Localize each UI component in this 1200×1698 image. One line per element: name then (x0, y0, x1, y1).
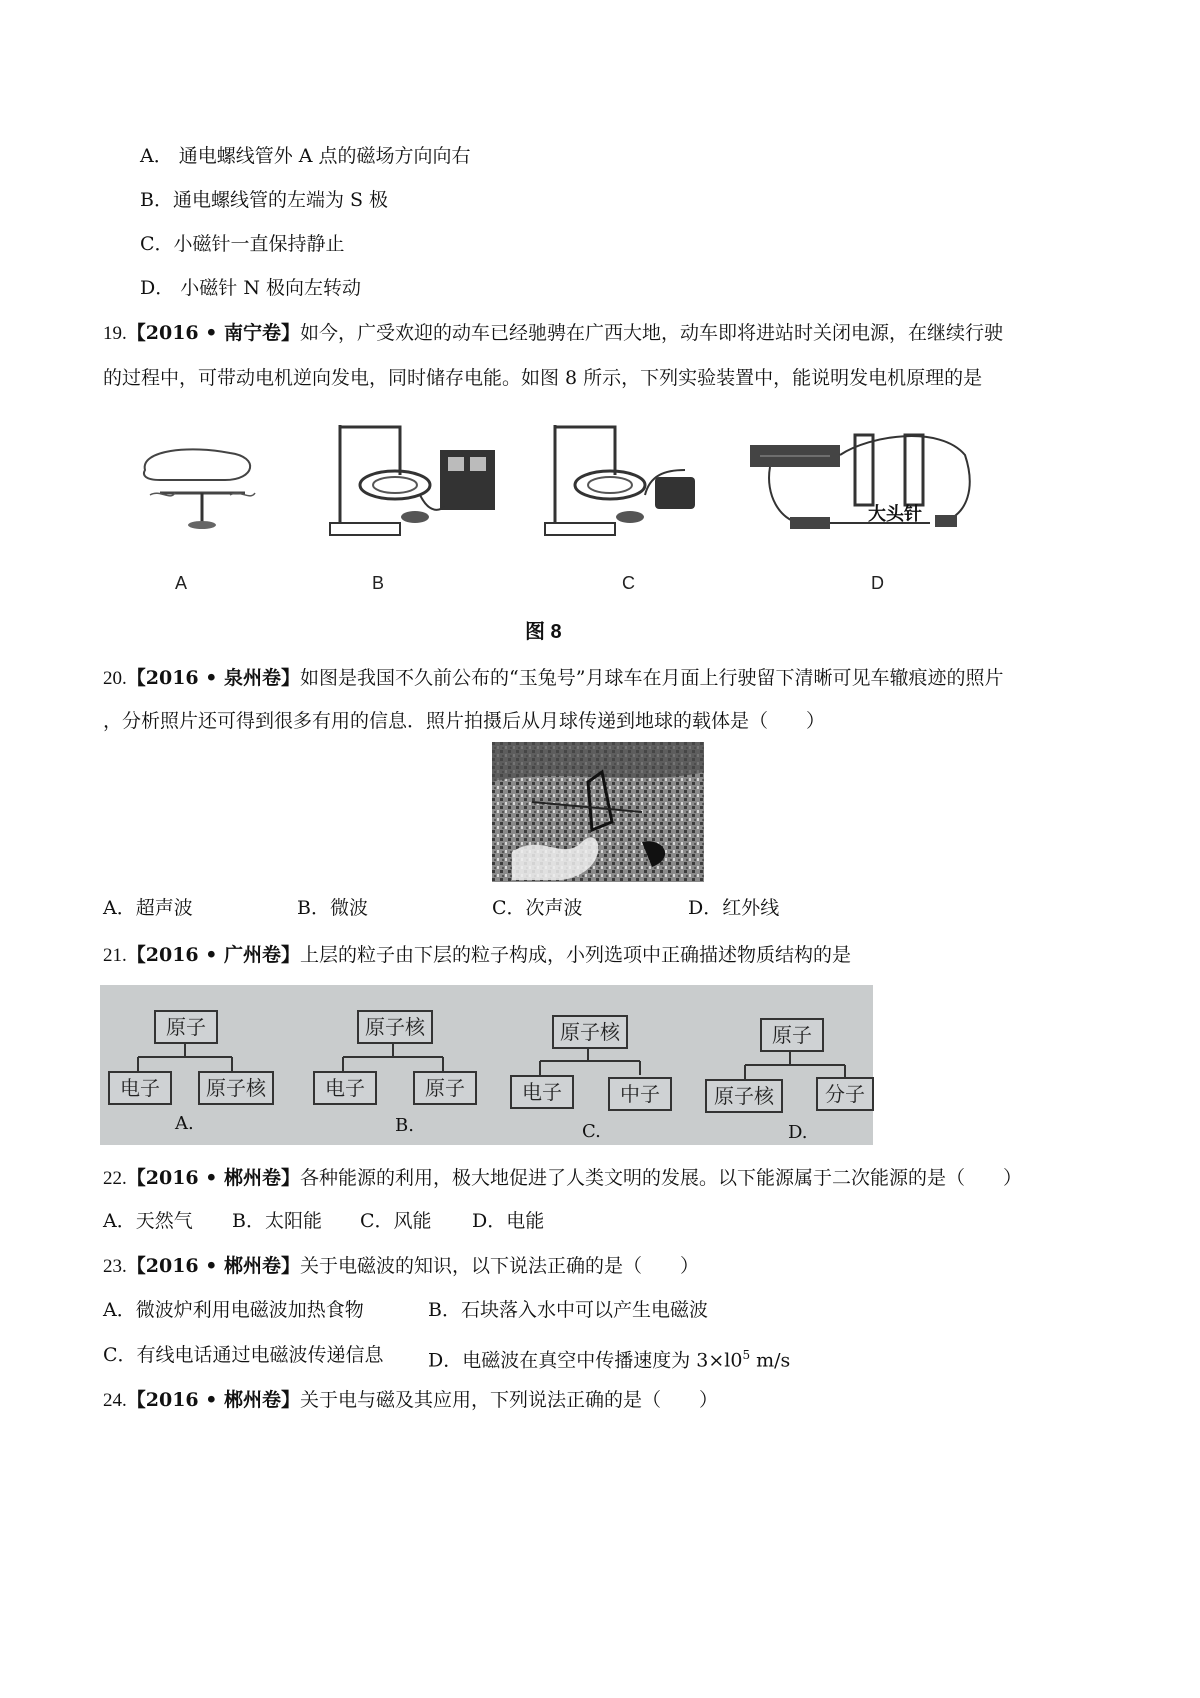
figure-8-apparatus-c (535, 415, 725, 545)
diagram-a-right: 原子核 (198, 1071, 274, 1105)
q19-number: 19. (103, 323, 127, 344)
structure-diagram-d (700, 985, 873, 1145)
q23-option-a: A．微波炉利用电磁波加热食物 (103, 1299, 364, 1321)
diagram-a-connectors (100, 985, 290, 1145)
q23-option-d-exponent: 5 (742, 1348, 751, 1362)
q18-option-d: D． 小磁针 N 极向左转动 (140, 277, 361, 299)
q22-source-tag: 【2016 • 郴州卷】 (126, 1167, 301, 1189)
diagram-b-left: 电子 (313, 1071, 377, 1105)
q18-option-b: B．通电螺线管的左端为 S 极 (140, 189, 389, 211)
diagram-b-top: 原子核 (357, 1010, 433, 1044)
q20-number: 20. (103, 668, 127, 689)
q24-text: 关于电与磁及其应用，下列说法正确的是（ ） (300, 1389, 719, 1411)
figure-8-label-b: B (372, 573, 385, 593)
q20-line1 (103, 665, 1003, 692)
q23-line (103, 1253, 699, 1280)
q21-number: 21. (103, 945, 127, 966)
figure-8-apparatus-b (320, 415, 510, 545)
q24-number: 24. (103, 1390, 127, 1411)
q23-option-c: C．有线电话通过电磁波传递信息 (103, 1344, 384, 1366)
structure-diagram-a (100, 985, 290, 1145)
q23-option-b: B．石块落入水中可以产生电磁波 (428, 1299, 708, 1321)
q23-option-d (428, 1342, 790, 1373)
figure-8-pin-label: 大头针 (868, 504, 922, 524)
q22-option-b: B．太阳能 (232, 1210, 322, 1232)
q20-option-d: D．红外线 (688, 897, 780, 919)
figure-8-label-d: D (871, 573, 884, 593)
diagram-a-label: A. (175, 1113, 194, 1134)
q23-number: 23. (103, 1256, 127, 1277)
q22-number: 22. (103, 1168, 127, 1189)
diagram-a-left: 电子 (108, 1071, 172, 1105)
q20-option-c: C．次声波 (492, 897, 583, 919)
figure-8-apparatus-a (130, 435, 280, 535)
q20-option-b: B．微波 (297, 897, 368, 919)
q20-option-a: A．超声波 (103, 897, 193, 919)
structure-diagram-b (305, 985, 495, 1145)
diagram-d-left: 原子核 (705, 1079, 783, 1113)
q21-source-tag: 【2016 • 广州卷】 (126, 944, 301, 966)
diagram-c-label: C. (582, 1121, 601, 1142)
q21-line (103, 942, 851, 969)
q18-option-c: C．小磁针一直保持静止 (140, 233, 345, 255)
q19-line2: 的过程中，可带动电机逆向发电，同时储存电能。如图 8 所示，下列实验装置中，能说明发电机原理的是 (103, 367, 983, 389)
q22-line (103, 1165, 1022, 1192)
q22-option-a: A．天然气 (103, 1210, 193, 1232)
q22-text: 各种能源的利用，极大地促进了人类文明的发展。以下能源属于二次能源的是（ ） (300, 1167, 1023, 1189)
q24-line (103, 1387, 718, 1414)
structure-diagrams-panel (100, 985, 873, 1145)
q24-source-tag: 【2016 • 郴州卷】 (126, 1389, 301, 1411)
q22-option-d: D．电能 (472, 1210, 545, 1232)
q23-source-tag: 【2016 • 郴州卷】 (126, 1255, 301, 1277)
diagram-c-right: 中子 (608, 1077, 672, 1111)
figure-8-label-a: A (175, 573, 188, 593)
q23-option-d-unit: m/s (750, 1349, 791, 1372)
q19-source-tag: 【2016 • 南宁卷】 (126, 322, 301, 344)
q20-line2: ，分析照片还可得到很多有用的信息．照片拍摄后从月球传递到地球的载体是（ ） (103, 710, 826, 732)
diagram-d-right: 分子 (816, 1077, 874, 1111)
q20-source-tag: 【2016 • 泉州卷】 (126, 667, 301, 689)
q19-text-1: 如今，广受欢迎的动车已经驰骋在广西大地，动车即将进站时关闭电源，在继续行驶 (300, 322, 1004, 344)
figure-8-label-c: C (622, 573, 635, 593)
diagram-d-top: 原子 (760, 1018, 824, 1052)
q22-option-c: C．风能 (360, 1210, 432, 1232)
q21-text: 上层的粒子由下层的粒子构成，小列选项中正确描述物质结构的是 (300, 944, 852, 966)
moon-rover-photo (492, 742, 704, 882)
q23-option-d-text: D．电磁波在真空中传播速度为 3×l0 (428, 1349, 743, 1372)
figure-8-apparatus-d (740, 415, 980, 545)
structure-diagram-c (500, 985, 690, 1145)
q23-text: 关于电磁波的知识，以下说法正确的是（ ） (300, 1255, 700, 1277)
diagram-d-label: D. (788, 1122, 808, 1143)
diagram-c-top: 原子核 (552, 1015, 628, 1049)
diagram-d-connectors (700, 985, 873, 1145)
q18-option-a: A． 通电螺线管外 A 点的磁场方向向右 (140, 145, 471, 167)
diagram-a-top: 原子 (154, 1010, 218, 1044)
diagram-b-label: B. (395, 1115, 414, 1136)
q19-line1 (103, 320, 1003, 347)
figure-8-caption: 图 8 (525, 621, 562, 643)
diagram-c-left: 电子 (510, 1075, 574, 1109)
figure-8 (130, 405, 990, 650)
diagram-b-right: 原子 (413, 1071, 477, 1105)
q20-text-1: 如图是我国不久前公布的“玉兔号”月球车在月面上行驶留下清晰可见车辙痕迹的照片 (300, 667, 1004, 689)
